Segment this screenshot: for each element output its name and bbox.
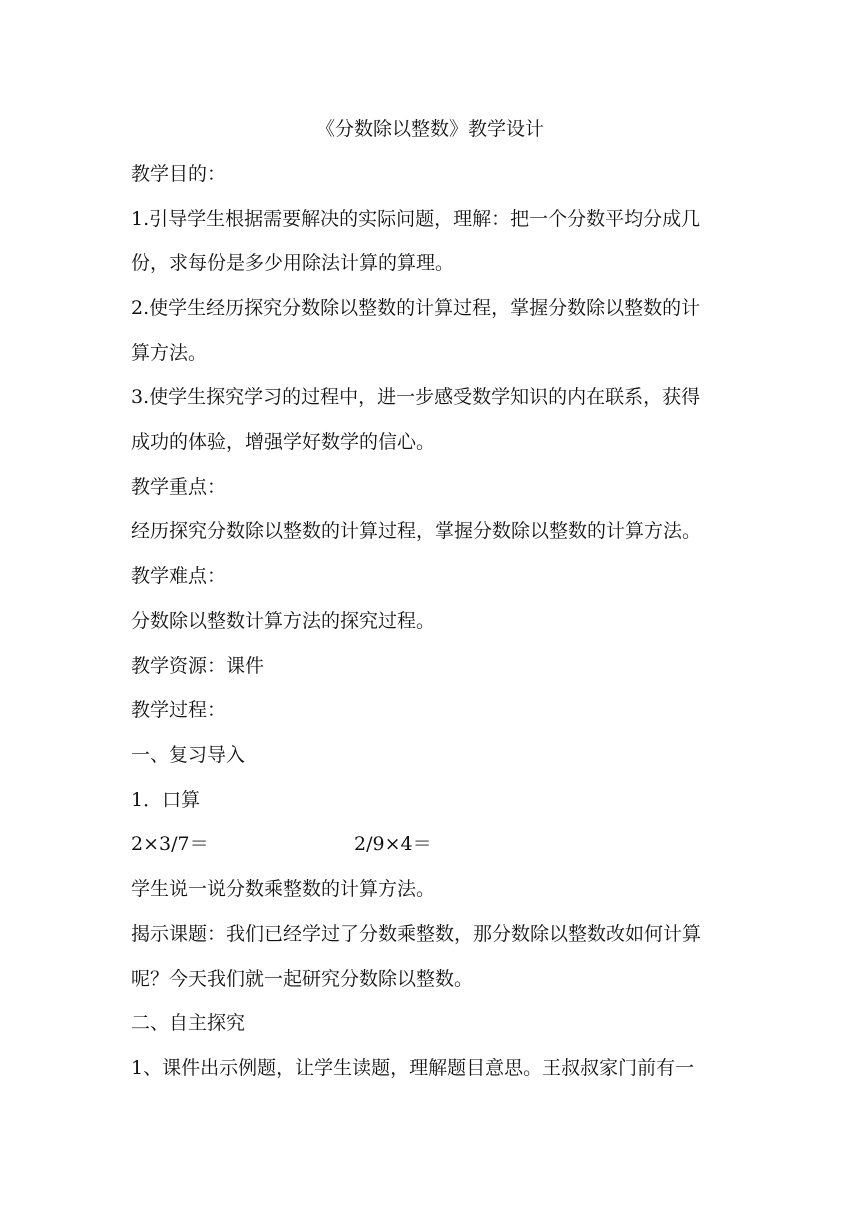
- objectives-heading: 教学目的：: [131, 163, 227, 185]
- objective-3-line-1: 3.使学生探究学习的过程中，进一步感受数学知识的内在联系，获得: [131, 386, 701, 408]
- document-title: 《分数除以整数》教学设计: [315, 118, 544, 140]
- formula-a: 2×3/7＝: [131, 833, 209, 855]
- resources-line: 教学资源：课件: [131, 655, 265, 677]
- oral-calculation-heading: 1．口算: [131, 789, 201, 811]
- student-say-line: 学生说一说分数乘整数的计算方法。: [131, 878, 436, 900]
- reveal-topic-line-1: 揭示课题：我们已经学过了分数乘整数，那分数除以整数改如何计算: [131, 923, 702, 945]
- section-1-heading: 一、复习导入: [131, 744, 246, 766]
- section-2-heading: 二、自主探究: [131, 1012, 246, 1034]
- objective-2-line-1: 2.使学生经历探究分数除以整数的计算过程，掌握分数除以整数的计: [131, 297, 701, 319]
- key-point-heading: 教学重点：: [131, 476, 227, 498]
- difficulty-text: 分数除以整数计算方法的探究过程。: [131, 610, 436, 632]
- process-heading: 教学过程：: [131, 699, 227, 721]
- difficulty-heading: 教学难点：: [131, 565, 227, 587]
- formula-b: 2/9×4＝: [354, 833, 432, 855]
- objective-2-line-2: 算方法。: [131, 342, 208, 364]
- reveal-topic-line-2: 呢？今天我们就一起研究分数除以整数。: [131, 968, 474, 990]
- objective-1-line-2: 份，求每份是多少用除法计算的算理。: [131, 252, 455, 274]
- objective-1-line-1: 1.引导学生根据需要解决的实际问题，理解：把一个分数平均分成几: [131, 208, 701, 230]
- objective-3-line-2: 成功的体验，增强学好数学的信心。: [131, 431, 436, 453]
- key-point-text: 经历探究分数除以整数的计算过程，掌握分数除以整数的计算方法。: [131, 520, 702, 542]
- example-line-1: 1、课件出示例题，让学生读题，理解题目意思。王叔叔家门前有一: [131, 1057, 695, 1079]
